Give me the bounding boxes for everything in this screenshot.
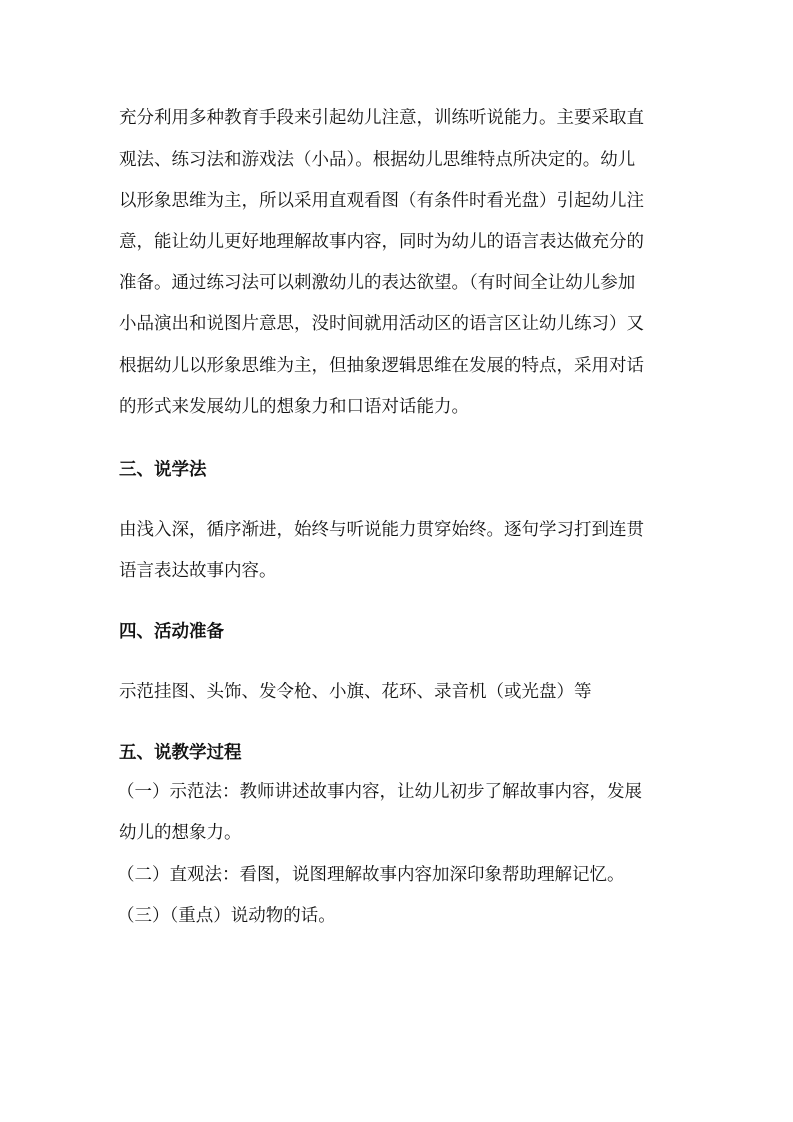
paragraph-line: 根据幼儿以形象思维为主，但抽象逻辑思维在发展的特点，采用对话 — [119, 356, 644, 376]
section-heading-study-method: 三、说学法 — [119, 460, 207, 480]
paragraph-line: 准备。通过练习法可以刺激幼儿的表达欲望。（有时间全让幼儿参加 — [119, 273, 636, 293]
paragraph-line: 的形式来发展幼儿的想象力和口语对话能力。 — [119, 397, 469, 417]
paragraph-line: 幼儿的想象力。 — [119, 823, 242, 843]
paragraph-line: （一）示范法：教师讲述故事内容，让幼儿初步了解故事内容，发展 — [117, 782, 642, 802]
paragraph-line: 示范挂图、头饰、发令枪、小旗、花环、录音机（或光盘）等 — [119, 682, 592, 702]
paragraph-line: 以形象思维为主，所以采用直观看图（有条件时看光盘）引起幼儿注 — [119, 191, 644, 211]
paragraph-line: （三）（重点）说动物的话。 — [117, 906, 336, 926]
paragraph-line: 充分利用多种教育手段来引起幼儿注意，训练听说能力。主要采取直 — [119, 108, 644, 128]
section-heading-teaching-process: 五、说教学过程 — [119, 743, 242, 763]
paragraph-line: （二）直观法：看图，说图理解故事内容加深印象帮助理解记忆。 — [117, 865, 625, 885]
paragraph-line: 观法、练习法和游戏法（小品）。根据幼儿思维特点所决定的。幼儿 — [119, 150, 636, 170]
paragraph-line: 由浅入深，循序渐进，始终与听说能力贯穿始终。逐句学习打到连贯 — [119, 520, 644, 540]
section-heading-activity-preparation: 四、活动准备 — [119, 622, 224, 642]
paragraph-line: 语言表达故事内容。 — [119, 561, 277, 581]
paragraph-line: 小品演出和说图片意思，没时间就用活动区的语言区让幼儿练习）又 — [119, 314, 644, 334]
paragraph-line: 意，能让幼儿更好地理解故事内容，同时为幼儿的语言表达做充分的 — [119, 232, 644, 252]
